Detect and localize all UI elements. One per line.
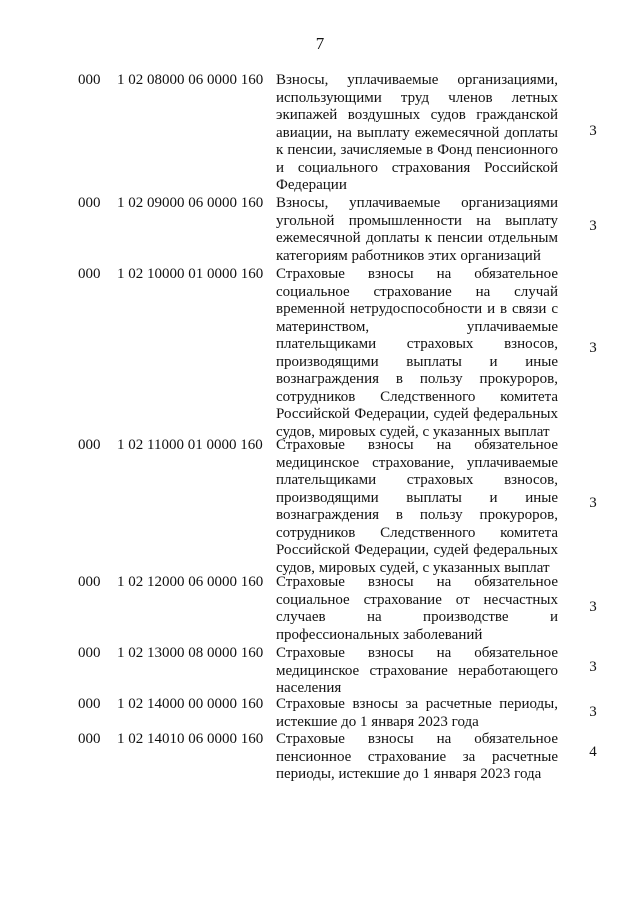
row-value: 4 bbox=[589, 744, 597, 760]
page-number: 7 bbox=[315, 34, 325, 53]
row-kbk: 1 02 12000 06 0000 160 bbox=[117, 574, 264, 590]
row-name: Страховые взносы на обязательное медицинское страхование неработающего населения bbox=[276, 645, 558, 696]
row-name: Страховые взносы на обязательное социальное страхование от несчастных случаев на производстве и профессиональных заболеваний bbox=[276, 574, 558, 643]
row-name: Страховые взносы на обязательное социальное страхование на случай временной нетрудоспособности и в связи с материнством, уплачиваемые плательщиками страховых взносов, производящими выплаты и иные вознаграждения в пользу прокуроров, сотрудников Следственного комитета Российской Федерации, судей федеральных судов, мировых судей, с указанных выплат bbox=[276, 266, 558, 440]
row-kbk: 1 02 09000 06 0000 160 bbox=[117, 195, 264, 211]
row-code: 000 bbox=[78, 195, 101, 211]
row-name: Взносы, уплачиваемые организациями угольной промышленности на выплату ежемесячной доплаты к пенсии отдельным категориям работников этих организаций bbox=[276, 195, 558, 264]
row-code: 000 bbox=[78, 72, 101, 88]
row-kbk: 1 02 10000 01 0000 160 bbox=[117, 266, 264, 282]
row-code: 000 bbox=[78, 645, 101, 661]
row-name: Страховые взносы на обязательное пенсионное страхование за расчетные периоды, истекшие до 1 января 2023 года bbox=[276, 731, 558, 782]
row-value: 3 bbox=[589, 495, 597, 511]
row-kbk: 1 02 14010 06 0000 160 bbox=[117, 731, 264, 747]
row-code: 000 bbox=[78, 731, 101, 747]
row-value: 3 bbox=[589, 659, 597, 675]
row-code: 000 bbox=[78, 696, 101, 712]
row-value: 3 bbox=[589, 704, 597, 720]
row-kbk: 1 02 11000 01 0000 160 bbox=[117, 437, 263, 453]
row-value: 3 bbox=[589, 340, 597, 356]
row-kbk: 1 02 14000 00 0000 160 bbox=[117, 696, 264, 712]
row-code: 000 bbox=[78, 266, 101, 282]
row-name: Взносы, уплачиваемые организациями, использующими труд членов летных экипажей воздушных судов гражданской авиации, на выплату ежемесячной доплаты к пенсии, зачисляемые в Фонд пенсионного и социального страхования Российской Федерации bbox=[276, 72, 558, 193]
row-kbk: 1 02 08000 06 0000 160 bbox=[117, 72, 264, 88]
row-code: 000 bbox=[78, 574, 101, 590]
row-kbk: 1 02 13000 08 0000 160 bbox=[117, 645, 264, 661]
row-name: Страховые взносы на обязательное медицинское страхование, уплачиваемые плательщиками страховых взносов, производящими выплаты и иные вознаграждения в пользу прокуроров, сотрудников Следственного комитета Российской Федерации, судей федеральных судов, мировых судей, с указанных выплат bbox=[276, 437, 558, 576]
row-value: 3 bbox=[589, 123, 597, 139]
row-name: Страховые взносы за расчетные периоды, истекшие до 1 января 2023 года bbox=[276, 696, 558, 730]
row-value: 3 bbox=[589, 218, 597, 234]
row-value: 3 bbox=[589, 599, 597, 615]
row-code: 000 bbox=[78, 437, 101, 453]
